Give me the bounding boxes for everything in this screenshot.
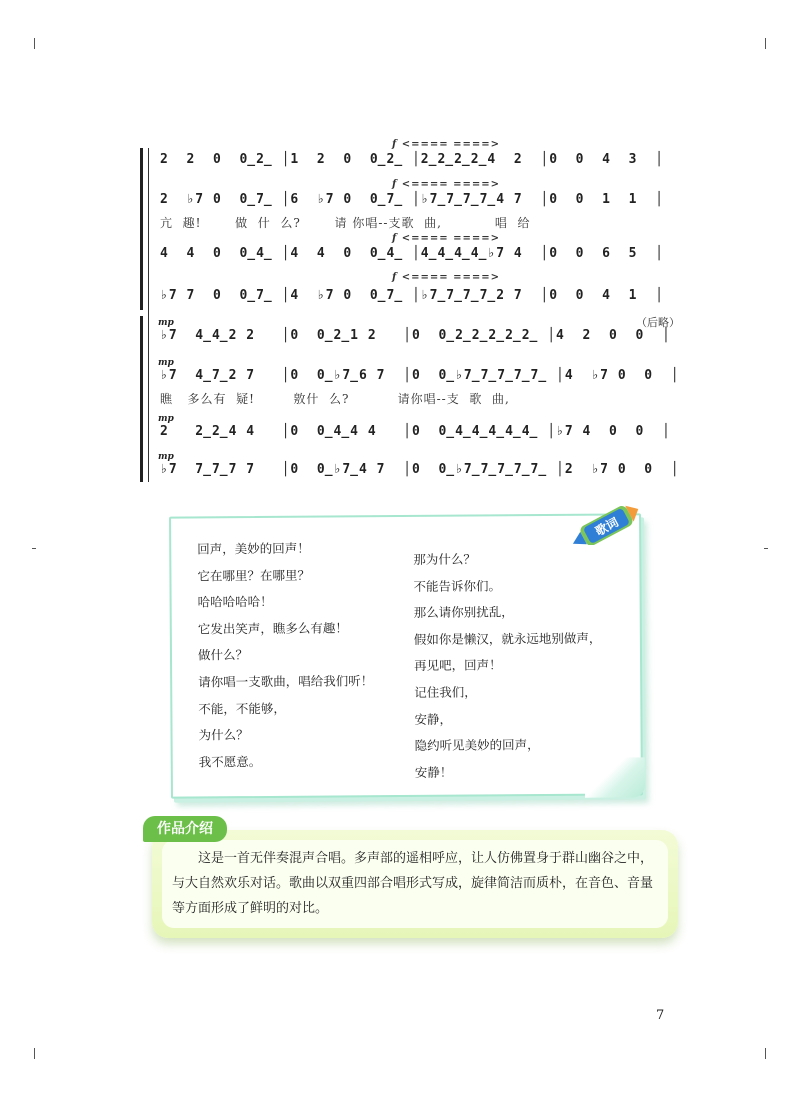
- lyric-line: 记住我们，: [414, 684, 477, 700]
- omitted-note: （后略）: [636, 316, 680, 329]
- crop-mark: [765, 38, 766, 49]
- lyric-line: 安静！: [414, 764, 453, 780]
- score-row-3: 4 4 0 0̲4̲ │4 4 0 0̲4̲ │4̲4̲4̲4̲♭7 4 │0 0 6 5 │: [160, 246, 664, 261]
- lyrics-line-2: 瞧 多么有 疑! 敫什 么? 请你唱--支 歌 曲,: [160, 392, 510, 406]
- dynamic-forte: f <==== ====>: [392, 179, 501, 190]
- lyric-line: 再见吧，回声！: [414, 657, 502, 674]
- lyric-line: 不能，不能够，: [198, 700, 286, 717]
- intro-text: 这是一首无伴奏混声合唱。多声部的遥相呼应，让人仿佛置身于群山幽谷之中，与大自然欢乐对话。歌曲以双重四部合唱形式写成，旋律简洁而质朴，在音色、音量等方面形成了鲜明的对比。: [172, 851, 654, 916]
- system-brace-lower: [140, 316, 143, 482]
- lyric-line: 不能告诉你们。: [413, 577, 502, 594]
- score-row-6: ♭7 4̲7̲2 7 │0 0̲♭7̲6 7 │0 0̲♭7̲7̲7̲7̲7̲ │4 ♭7 0 0 │: [160, 368, 680, 383]
- crayon-tag-icon: [566, 505, 646, 545]
- lyric-line: 请你唱一支歌曲，唱给我们听！: [198, 673, 374, 690]
- lyric-line: 假如你是懒汉，就永远地别做声，: [413, 630, 602, 647]
- crop-mark: [34, 38, 35, 49]
- lyrics-column-2: [413, 546, 602, 787]
- intro-panel: [152, 830, 678, 938]
- lyrics-line-1: 亢 趣! 做 什 么? 请 你唱--支歌 曲, 唱 给: [160, 216, 531, 230]
- lyrics-card: [169, 513, 643, 798]
- score-row-4: ♭7 7 0 0̲7̲ │4 ♭7 0 0̲7̲ │♭7̲7̲7̲7̲2 7 │0 0 4 1 │: [160, 288, 664, 303]
- dynamic-forte: f <==== ====>: [392, 272, 501, 283]
- dynamic-mp: mp: [158, 452, 174, 462]
- lyric-line: 那为什么？: [413, 551, 476, 567]
- score-row-5: ♭7 4̲4̲2 2 │0 0̲2̲1 2 │0 0̲2̲2̲2̲2̲2̲ │4 2 0 0 │: [160, 328, 671, 343]
- score-row-1: 2 2 0 0̲2̲ │1 2 0 0̲2̲ │2̲2̲2̲2̲4 2 │0 0 4 3 │: [160, 152, 664, 167]
- lyric-line: 隐约听见美妙的回声，: [414, 737, 540, 754]
- system-brace-upper: [140, 148, 143, 310]
- score-row-7: 2 2̲2̲4 4 │0 0̲4̲4 4 │0 0̲4̲4̲4̲4̲4̲ │♭7 4 0 0 │: [160, 424, 671, 439]
- crop-mark: [764, 548, 768, 549]
- lyric-line: 回声，美妙的回声！: [197, 540, 310, 557]
- dynamic-forte: f <==== ====>: [392, 139, 501, 150]
- page-number: 7: [656, 1008, 665, 1023]
- dynamic-forte: f <==== ====>: [392, 233, 501, 244]
- lyrics-column-1: [197, 535, 374, 776]
- crop-mark: [765, 1048, 766, 1059]
- lyric-line: 做什么？: [197, 647, 249, 663]
- crop-mark: [32, 548, 36, 549]
- intro-title: 作品介绍: [143, 816, 227, 842]
- lyric-line: 那么请你别扰乱，: [413, 604, 514, 621]
- score-row-2: 2 ♭7 0 0̲7̲ │6 ♭7 0 0̲7̲ │♭7̲7̲7̲7̲4 7 │0 0 1 1 │: [160, 192, 664, 207]
- dynamic-mp: mp: [158, 318, 174, 328]
- system-line: [148, 148, 149, 482]
- lyric-line: 我不愿意。: [198, 753, 262, 770]
- lyrics-tag-label: 歌词: [593, 514, 621, 539]
- lyric-line: 它发出笑声，瞧多么有趣！: [197, 620, 348, 637]
- dynamic-mp: mp: [158, 358, 174, 368]
- dynamic-mp: mp: [158, 414, 174, 424]
- lyric-line: 它在哪里？在哪里？: [197, 567, 310, 584]
- lyric-line: 安静，: [414, 711, 453, 727]
- lyric-line: 为什么？: [198, 727, 249, 743]
- crop-mark: [34, 1048, 35, 1059]
- lyric-line: 哈哈哈哈哈！: [197, 594, 273, 610]
- score-row-8: ♭7 7̲7̲7 7 │0 0̲♭7̲4 7 │0 0̲♭7̲7̲7̲7̲7̲ │2 ♭7 0 0 │: [160, 462, 680, 477]
